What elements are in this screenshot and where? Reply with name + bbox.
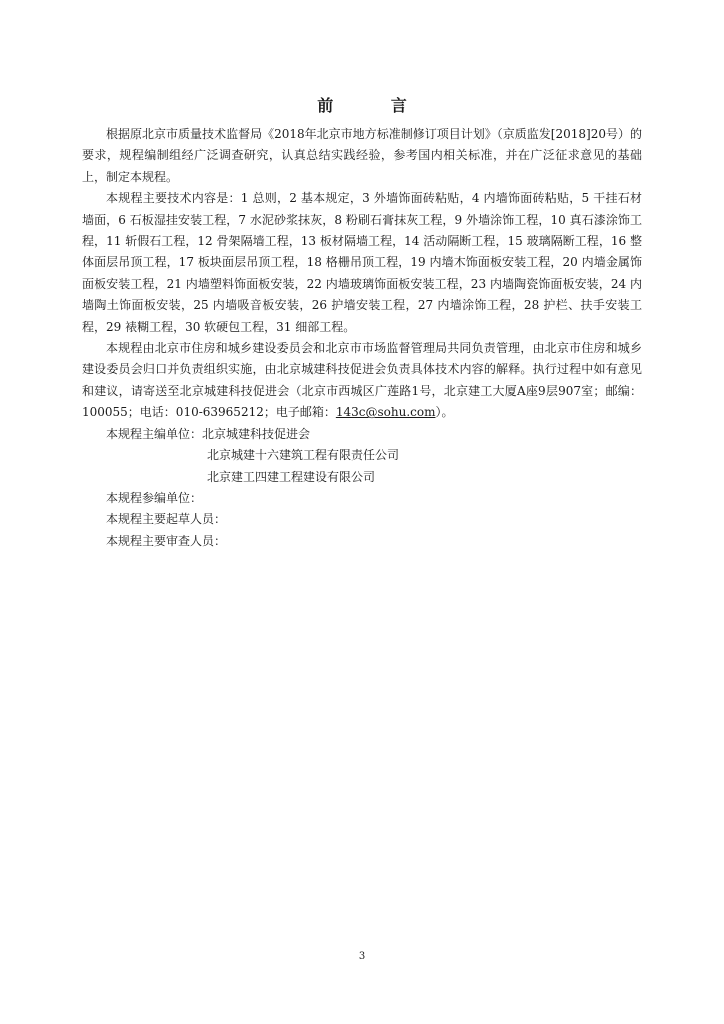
chief-unit-1: 北京城建科技促进会 — [202, 426, 311, 441]
page-title: 前 言 — [317, 96, 433, 115]
reviewers-label: 本规程主要审查人员： — [106, 533, 227, 548]
participating-units-label: 本规程参编单位： — [106, 490, 203, 505]
paragraph-management — [82, 338, 642, 424]
drafters-label: 本规程主要起草人员： — [106, 512, 227, 527]
paragraph-technical-content: 本规程主要技术内容是：1 总则，2 基本规定，3 外墙饰面砖粘贴，4 内墙饰面砖粘贴，5 干挂石材墙面，6 石板湿挂安装工程，7 水泥砂浆抹灰，8 粉刷石膏抹灰工程，9 外墙涂饰工程，10 真石漆涂饰工程，11 斩假石工程，12 骨架隔墙工程，13 板材隔墙工程，14 活动隔断工程，15 玻璃隔断工程，16 整体面层吊顶工程，17 板块面层吊顶工程，18 格栅吊顶工程，19 内墙木饰面板安装工程，20 内墙金属饰面板安装工程，21 内墙塑料饰面板安装，22 内墙玻璃饰面板安装工程，23 内墙陶瓷饰面板安装，24 内墙陶土饰面板安装，25 内墙吸音板安装，26 护墙安装工程，27 内墙涂饰工程，28 护栏、扶手安装工程，29 裱糊工程，30 软硬包工程，31 细部工程。 — [82, 191, 642, 334]
chief-units-line — [82, 424, 642, 445]
page-number: 3 — [358, 951, 366, 962]
email-link[interactable]: 143c@sohu.com — [335, 405, 436, 420]
paragraph-background: 根据原北京市质量技术监督局《2018年北京市地方标准制修订项目计划》（京质监发[2018]20号）的要求，规程编制组经广泛调查研究，认真总结实践经验，参考国内相关标准，并在广泛征求意见的基础上，制定本规程。 — [82, 127, 642, 184]
management-text: 本规程由北京市住房和城乡建设委员会和北京市市场监督管理局共同负责管理，由北京市住房和城乡建设委员会归口并负责组织实施，由北京城建科技促进会负责具体技术内容的解释。执行过程中如有意见和建议，请寄送至北京城建科技促进会（北京市西城区广莲路1号，北京建工大厦A座9层907室；邮编：100055；电话：010-63965212；电子邮箱： — [82, 341, 642, 420]
chief-unit-2: 北京城建十六建筑工程有限责任公司 — [207, 448, 400, 463]
management-text-end: ）。 — [435, 405, 454, 420]
document-body — [82, 124, 642, 552]
chief-units-label: 本规程主编单位： — [106, 426, 203, 441]
chief-unit-3: 北京建工四建工程建设有限公司 — [207, 469, 376, 484]
